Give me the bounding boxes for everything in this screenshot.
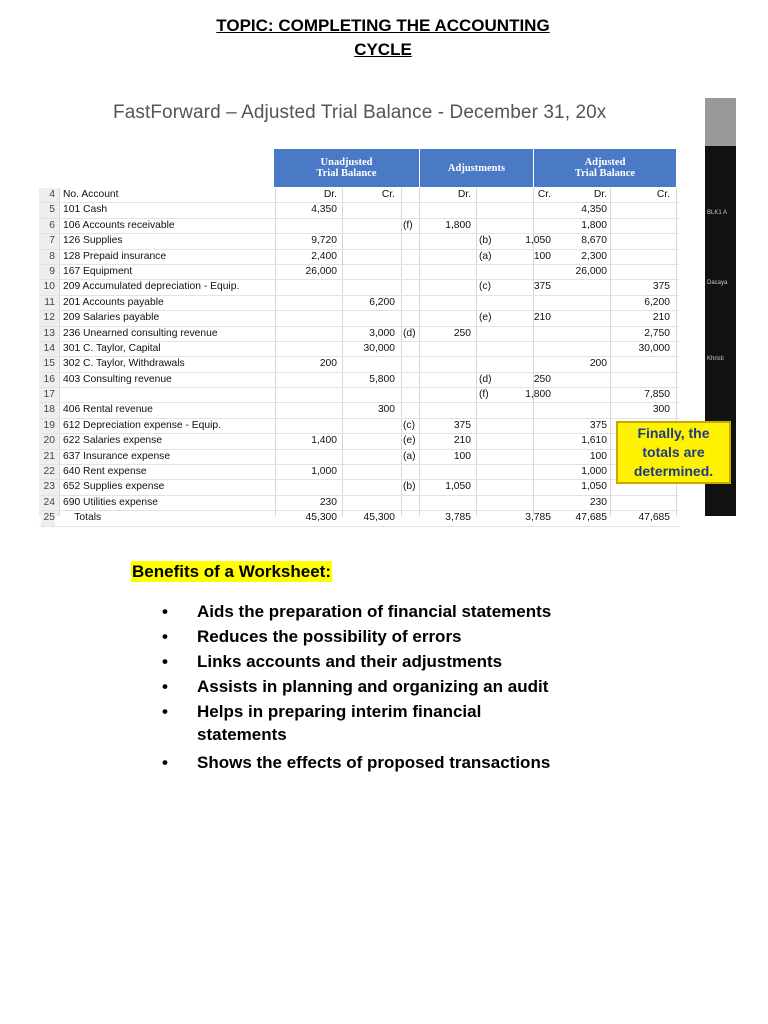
- table-row: [39, 250, 679, 265]
- cell-fc: 30,000: [638, 342, 670, 354]
- cell-ud: 200: [319, 358, 337, 370]
- cell-ac: 375: [533, 281, 551, 293]
- cell-ac: 250: [533, 373, 551, 385]
- cell-acct: Totals: [63, 512, 102, 524]
- cell-fc: 7,850: [644, 389, 670, 401]
- topic-line-1: TOPIC: COMPLETING THE ACCOUNTING: [216, 16, 550, 35]
- cell-n: 19: [41, 419, 55, 433]
- cell-ad: 1,050: [445, 481, 471, 493]
- cell-uref: (f): [403, 219, 413, 231]
- cell-acct: 301 C. Taylor, Capital: [63, 342, 161, 354]
- table-row: [39, 450, 679, 465]
- cell-aref: (d): [479, 373, 492, 385]
- cell-uc: 300: [377, 404, 395, 416]
- cell-acct: 637 Insurance expense: [63, 450, 171, 462]
- screenshot-edge: [705, 98, 736, 146]
- cell-ud: 9,720: [311, 235, 337, 247]
- list-item: • Shows the effects of proposed transactions: [162, 753, 551, 772]
- cell-fd: 1,800: [581, 219, 607, 231]
- cell-n: 12: [41, 311, 55, 325]
- cell-uref: (b): [403, 481, 416, 493]
- cell-fc: 210: [652, 312, 670, 324]
- side-label: BLK1 A: [707, 210, 728, 216]
- table-row: [39, 311, 679, 326]
- cell-fd: 26,000: [575, 265, 607, 277]
- cell-fd: 200: [589, 358, 607, 370]
- cell-fd: 4,350: [581, 204, 607, 216]
- trial-balance-table: [39, 188, 679, 527]
- cell-uc: 5,800: [369, 373, 395, 385]
- cell-ad: Dr.: [457, 189, 471, 200]
- cell-n: 8: [41, 250, 55, 264]
- table-row: [39, 419, 679, 434]
- cell-acct: 406 Rental revenue: [63, 404, 153, 416]
- table-row: [39, 465, 679, 480]
- cell-n: 18: [41, 403, 55, 417]
- cell-n: 6: [41, 219, 55, 233]
- trial-balance-title: FastForward – Adjusted Trial Balance - December 31, 20x: [113, 102, 607, 123]
- cell-n: 25: [41, 511, 55, 525]
- cell-acct: 101 Cash: [63, 204, 108, 216]
- cell-acct: No. Account: [63, 189, 119, 200]
- cell-uref: (e): [403, 435, 416, 447]
- header-unadjusted: Unadjusted Trial Balance: [274, 149, 419, 187]
- cell-n: 5: [41, 203, 55, 217]
- cell-ud: 45,300: [305, 512, 337, 524]
- table-row: [39, 388, 679, 403]
- benefits-list: [162, 600, 682, 776]
- cell-acct: 236 Unearned consulting revenue: [63, 327, 218, 339]
- cell-n: 7: [41, 234, 55, 248]
- table-row: [39, 296, 679, 311]
- cell-aref: (c): [479, 281, 492, 293]
- cell-uref: (d): [403, 327, 416, 339]
- table-row: [39, 434, 679, 449]
- cell-n: 10: [41, 280, 55, 294]
- table-row: [39, 203, 679, 218]
- list-item: • Reduces the possibility of errors: [162, 627, 462, 646]
- cell-uc: 3,000: [369, 327, 395, 339]
- table-row: [39, 219, 679, 234]
- cell-fc: 2,750: [644, 327, 670, 339]
- cell-uc: 30,000: [363, 342, 395, 354]
- cell-aref: (a): [479, 250, 492, 262]
- cell-acct: 209 Salaries payable: [63, 312, 160, 324]
- cell-ac: Cr.: [537, 189, 551, 200]
- list-item: • Helps in preparing interim financial statements: [162, 702, 482, 744]
- benefits-title: Benefits of a Worksheet:: [132, 562, 332, 581]
- cell-ad: 100: [453, 450, 471, 462]
- cell-ac: 1,050: [525, 235, 551, 247]
- cell-ad: 250: [453, 327, 471, 339]
- cell-n: 16: [41, 373, 55, 387]
- cell-n: 14: [41, 342, 55, 356]
- cell-fd: 1,000: [581, 466, 607, 478]
- table-row: [39, 357, 679, 372]
- cell-ud: Dr.: [323, 189, 337, 200]
- cell-acct: 403 Consulting revenue: [63, 373, 172, 385]
- cell-acct: 612 Depreciation expense - Equip.: [63, 419, 221, 431]
- trial-balance-screenshot: [39, 98, 736, 524]
- table-row: [39, 480, 679, 495]
- table-row: [39, 511, 679, 526]
- cell-n: 17: [41, 388, 55, 402]
- cell-n: 9: [41, 265, 55, 279]
- cell-ud: 1,000: [311, 466, 337, 478]
- table-header-row: [39, 188, 679, 203]
- cell-uref: (c): [403, 419, 416, 431]
- cell-fc: 300: [652, 404, 670, 416]
- cell-ad: 375: [453, 419, 471, 431]
- cell-ud: 1,400: [311, 435, 337, 447]
- table-row: [39, 265, 679, 280]
- cell-fd: 2,300: [581, 250, 607, 262]
- cell-acct: 126 Supplies: [63, 235, 123, 247]
- cell-n: 20: [41, 434, 55, 448]
- cell-uc: Cr.: [381, 189, 395, 200]
- cell-acct: 302 C. Taylor, Withdrawals: [63, 358, 185, 370]
- cell-fd: 1,610: [581, 435, 607, 447]
- cell-ad: 3,785: [445, 512, 471, 524]
- cell-ac: 210: [533, 312, 551, 324]
- cell-ud: 4,350: [311, 204, 337, 216]
- cell-fc: 47,685: [638, 512, 670, 524]
- side-label: Khristi: [707, 356, 724, 362]
- cell-n: 23: [41, 480, 55, 494]
- cell-acct: 167 Equipment: [63, 265, 133, 277]
- cell-fd: 230: [589, 496, 607, 508]
- cell-ud: 26,000: [305, 265, 337, 277]
- cell-n: 22: [41, 465, 55, 479]
- cell-n: 4: [41, 188, 55, 202]
- list-item: • Assists in planning and organizing an audit: [162, 677, 549, 696]
- cell-acct: 128 Prepaid insurance: [63, 250, 167, 262]
- cell-acct: 690 Utilities expense: [63, 496, 159, 508]
- cell-fd: 1,050: [581, 481, 607, 493]
- cell-n: 15: [41, 357, 55, 371]
- cell-acct: 652 Supplies expense: [63, 481, 165, 493]
- cell-fd: 8,670: [581, 235, 607, 247]
- cell-ac: 1,800: [525, 389, 551, 401]
- table-row: [39, 234, 679, 249]
- list-item: • Aids the preparation of financial statements: [162, 602, 552, 621]
- table-row: [39, 280, 679, 295]
- cell-ad: 210: [453, 435, 471, 447]
- cell-fd: 100: [589, 450, 607, 462]
- cell-fd: 375: [589, 419, 607, 431]
- cell-ac: 100: [533, 250, 551, 262]
- side-label: Dacaya: [707, 280, 728, 286]
- cell-acct: 622 Salaries expense: [63, 435, 163, 447]
- cell-acct: 209 Accumulated depreciation - Equip.: [63, 281, 240, 293]
- table-row: [39, 403, 679, 418]
- list-item: • Links accounts and their adjustments: [162, 652, 503, 671]
- totals-callout: Finally, the totals are determined.: [616, 421, 731, 484]
- cell-fc: 6,200: [644, 296, 670, 308]
- table-row: [39, 496, 679, 511]
- header-adjusted: Adjusted Trial Balance: [534, 149, 676, 187]
- cell-n: 11: [41, 296, 55, 310]
- cell-n: 13: [41, 327, 55, 341]
- topic-line-2: CYCLE: [354, 40, 412, 59]
- cell-n: 21: [41, 450, 55, 464]
- cell-uc: 6,200: [369, 296, 395, 308]
- cell-acct: 201 Accounts payable: [63, 296, 164, 308]
- table-row: [39, 327, 679, 342]
- cell-fd: 47,685: [575, 512, 607, 524]
- cell-acct: 106 Accounts receivable: [63, 219, 175, 231]
- cell-aref: (e): [479, 312, 492, 324]
- cell-n: 24: [41, 496, 55, 510]
- cell-ud: 2,400: [311, 250, 337, 262]
- cell-uc: 45,300: [363, 512, 395, 524]
- cell-aref: (f): [479, 389, 489, 401]
- cell-acct: 640 Rent expense: [63, 466, 147, 478]
- cell-fc: 375: [652, 281, 670, 293]
- cell-aref: (b): [479, 235, 492, 247]
- cell-ac: 3,785: [525, 512, 551, 524]
- cell-uref: (a): [403, 450, 416, 462]
- header-adjustments: Adjustments: [420, 149, 533, 187]
- cell-ud: 230: [319, 496, 337, 508]
- cell-fd: Dr.: [593, 189, 607, 200]
- cell-fc: Cr.: [656, 189, 670, 200]
- topic-heading: [0, 14, 768, 62]
- table-row: [39, 342, 679, 357]
- table-row: [39, 373, 679, 388]
- cell-ad: 1,800: [445, 219, 471, 231]
